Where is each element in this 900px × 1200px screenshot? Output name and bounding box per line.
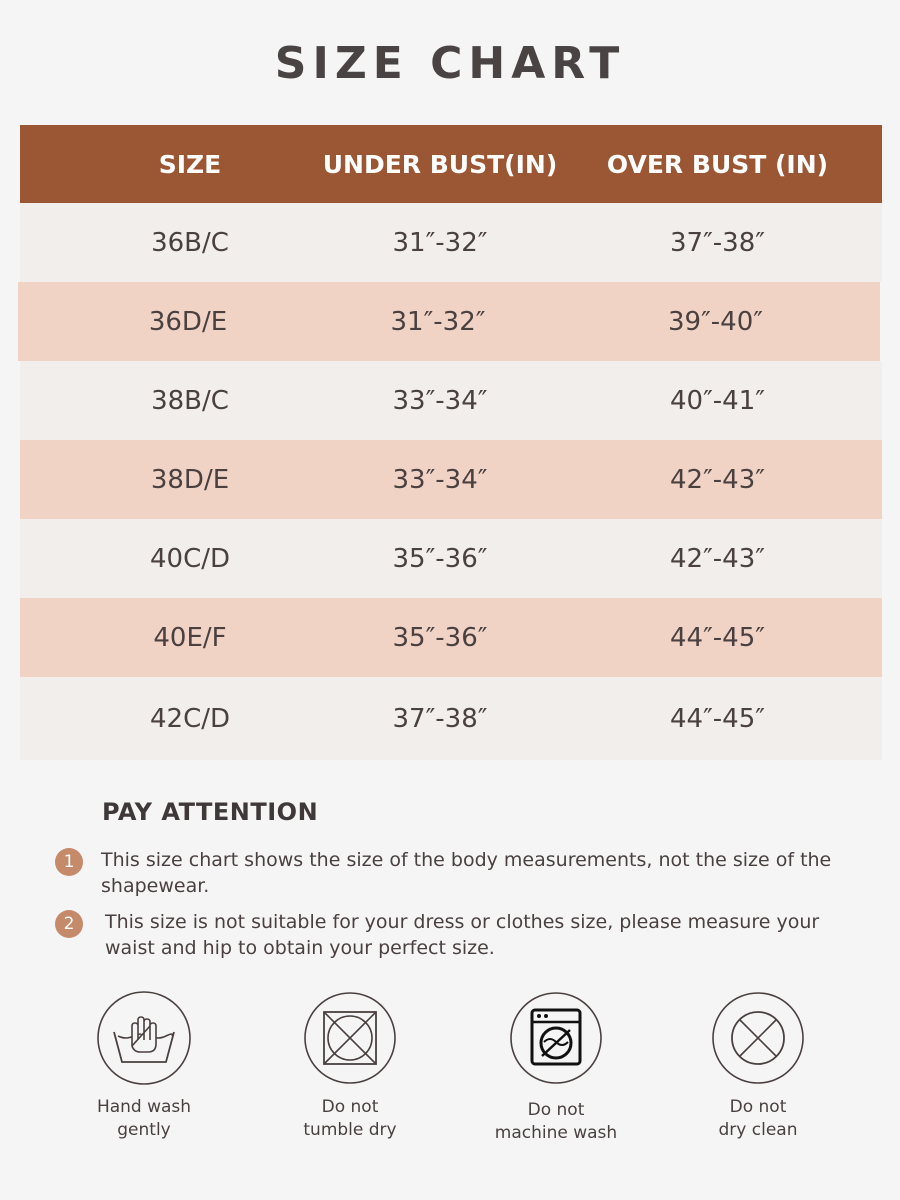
cell-under-bust: 33″-34″ [392, 464, 488, 495]
note-number-badge: 1 [55, 848, 83, 876]
table-row [20, 677, 882, 760]
header-under-bust: UNDER BUST(IN) [322, 149, 558, 179]
note-text: This size is not suitable for your dress or clothes size, please measure your waist and hip to obtain your perfect size. [105, 911, 820, 959]
header-over-bust: OVER BUST (IN) [606, 149, 829, 179]
cell-over-bust: 39″-40″ [668, 306, 763, 337]
table-header [20, 125, 882, 203]
table-row [20, 519, 882, 598]
cell-size: 38D/E [150, 464, 230, 495]
table-row [20, 440, 882, 519]
cell-over-bust: 42″-43″ [670, 543, 765, 574]
cell-over-bust: 44″-45″ [670, 703, 765, 734]
cell-over-bust: 42″-43″ [670, 464, 765, 495]
cell-under-bust: 31″-32″ [392, 227, 488, 258]
note-text: This size chart shows the size of the body measurements, not the size of the shapewear. [101, 849, 832, 897]
table-row [18, 282, 880, 361]
no-dry-clean-icon [710, 990, 806, 1086]
cell-size: 36D/E [148, 306, 228, 337]
care-item-hand-wash [64, 990, 224, 1142]
table-row [20, 361, 882, 440]
no-machine-wash-icon [508, 990, 604, 1086]
table-row [20, 203, 882, 282]
cell-under-bust: 37″-38″ [392, 703, 488, 734]
care-label: Do not dry clean [718, 1097, 798, 1140]
cell-under-bust: 33″-34″ [392, 385, 488, 416]
cell-size: 36B/C [151, 227, 229, 258]
cell-over-bust: 37″-38″ [670, 227, 765, 258]
note-number-badge: 2 [55, 910, 83, 938]
no-tumble-dry-icon [302, 990, 398, 1086]
cell-under-bust: 35″-36″ [392, 622, 488, 653]
cell-size: 42C/D [149, 703, 231, 734]
attention-title: PAY ATTENTION [102, 798, 319, 826]
care-item-no-dry-clean [678, 990, 838, 1142]
cell-over-bust: 44″-45″ [670, 622, 765, 653]
cell-size: 38B/C [151, 385, 229, 416]
care-label: Do not machine wash [494, 1100, 618, 1143]
size-table [20, 125, 882, 760]
cell-size: 40C/D [149, 543, 231, 574]
care-label: Do not tumble dry [303, 1097, 397, 1140]
care-label: Hand wash gently [96, 1097, 192, 1140]
care-instructions [0, 990, 900, 1150]
cell-over-bust: 40″-41″ [670, 385, 765, 416]
care-item-no-tumble-dry [270, 990, 430, 1142]
cell-size: 40E/F [153, 622, 227, 653]
page-title: SIZE CHART [274, 38, 626, 89]
hand-wash-icon [96, 990, 192, 1086]
table-row [20, 598, 882, 677]
header-size: SIZE [158, 149, 222, 179]
cell-under-bust: 31″-32″ [390, 306, 486, 337]
care-item-no-machine-wash [476, 990, 636, 1145]
cell-under-bust: 35″-36″ [392, 543, 488, 574]
